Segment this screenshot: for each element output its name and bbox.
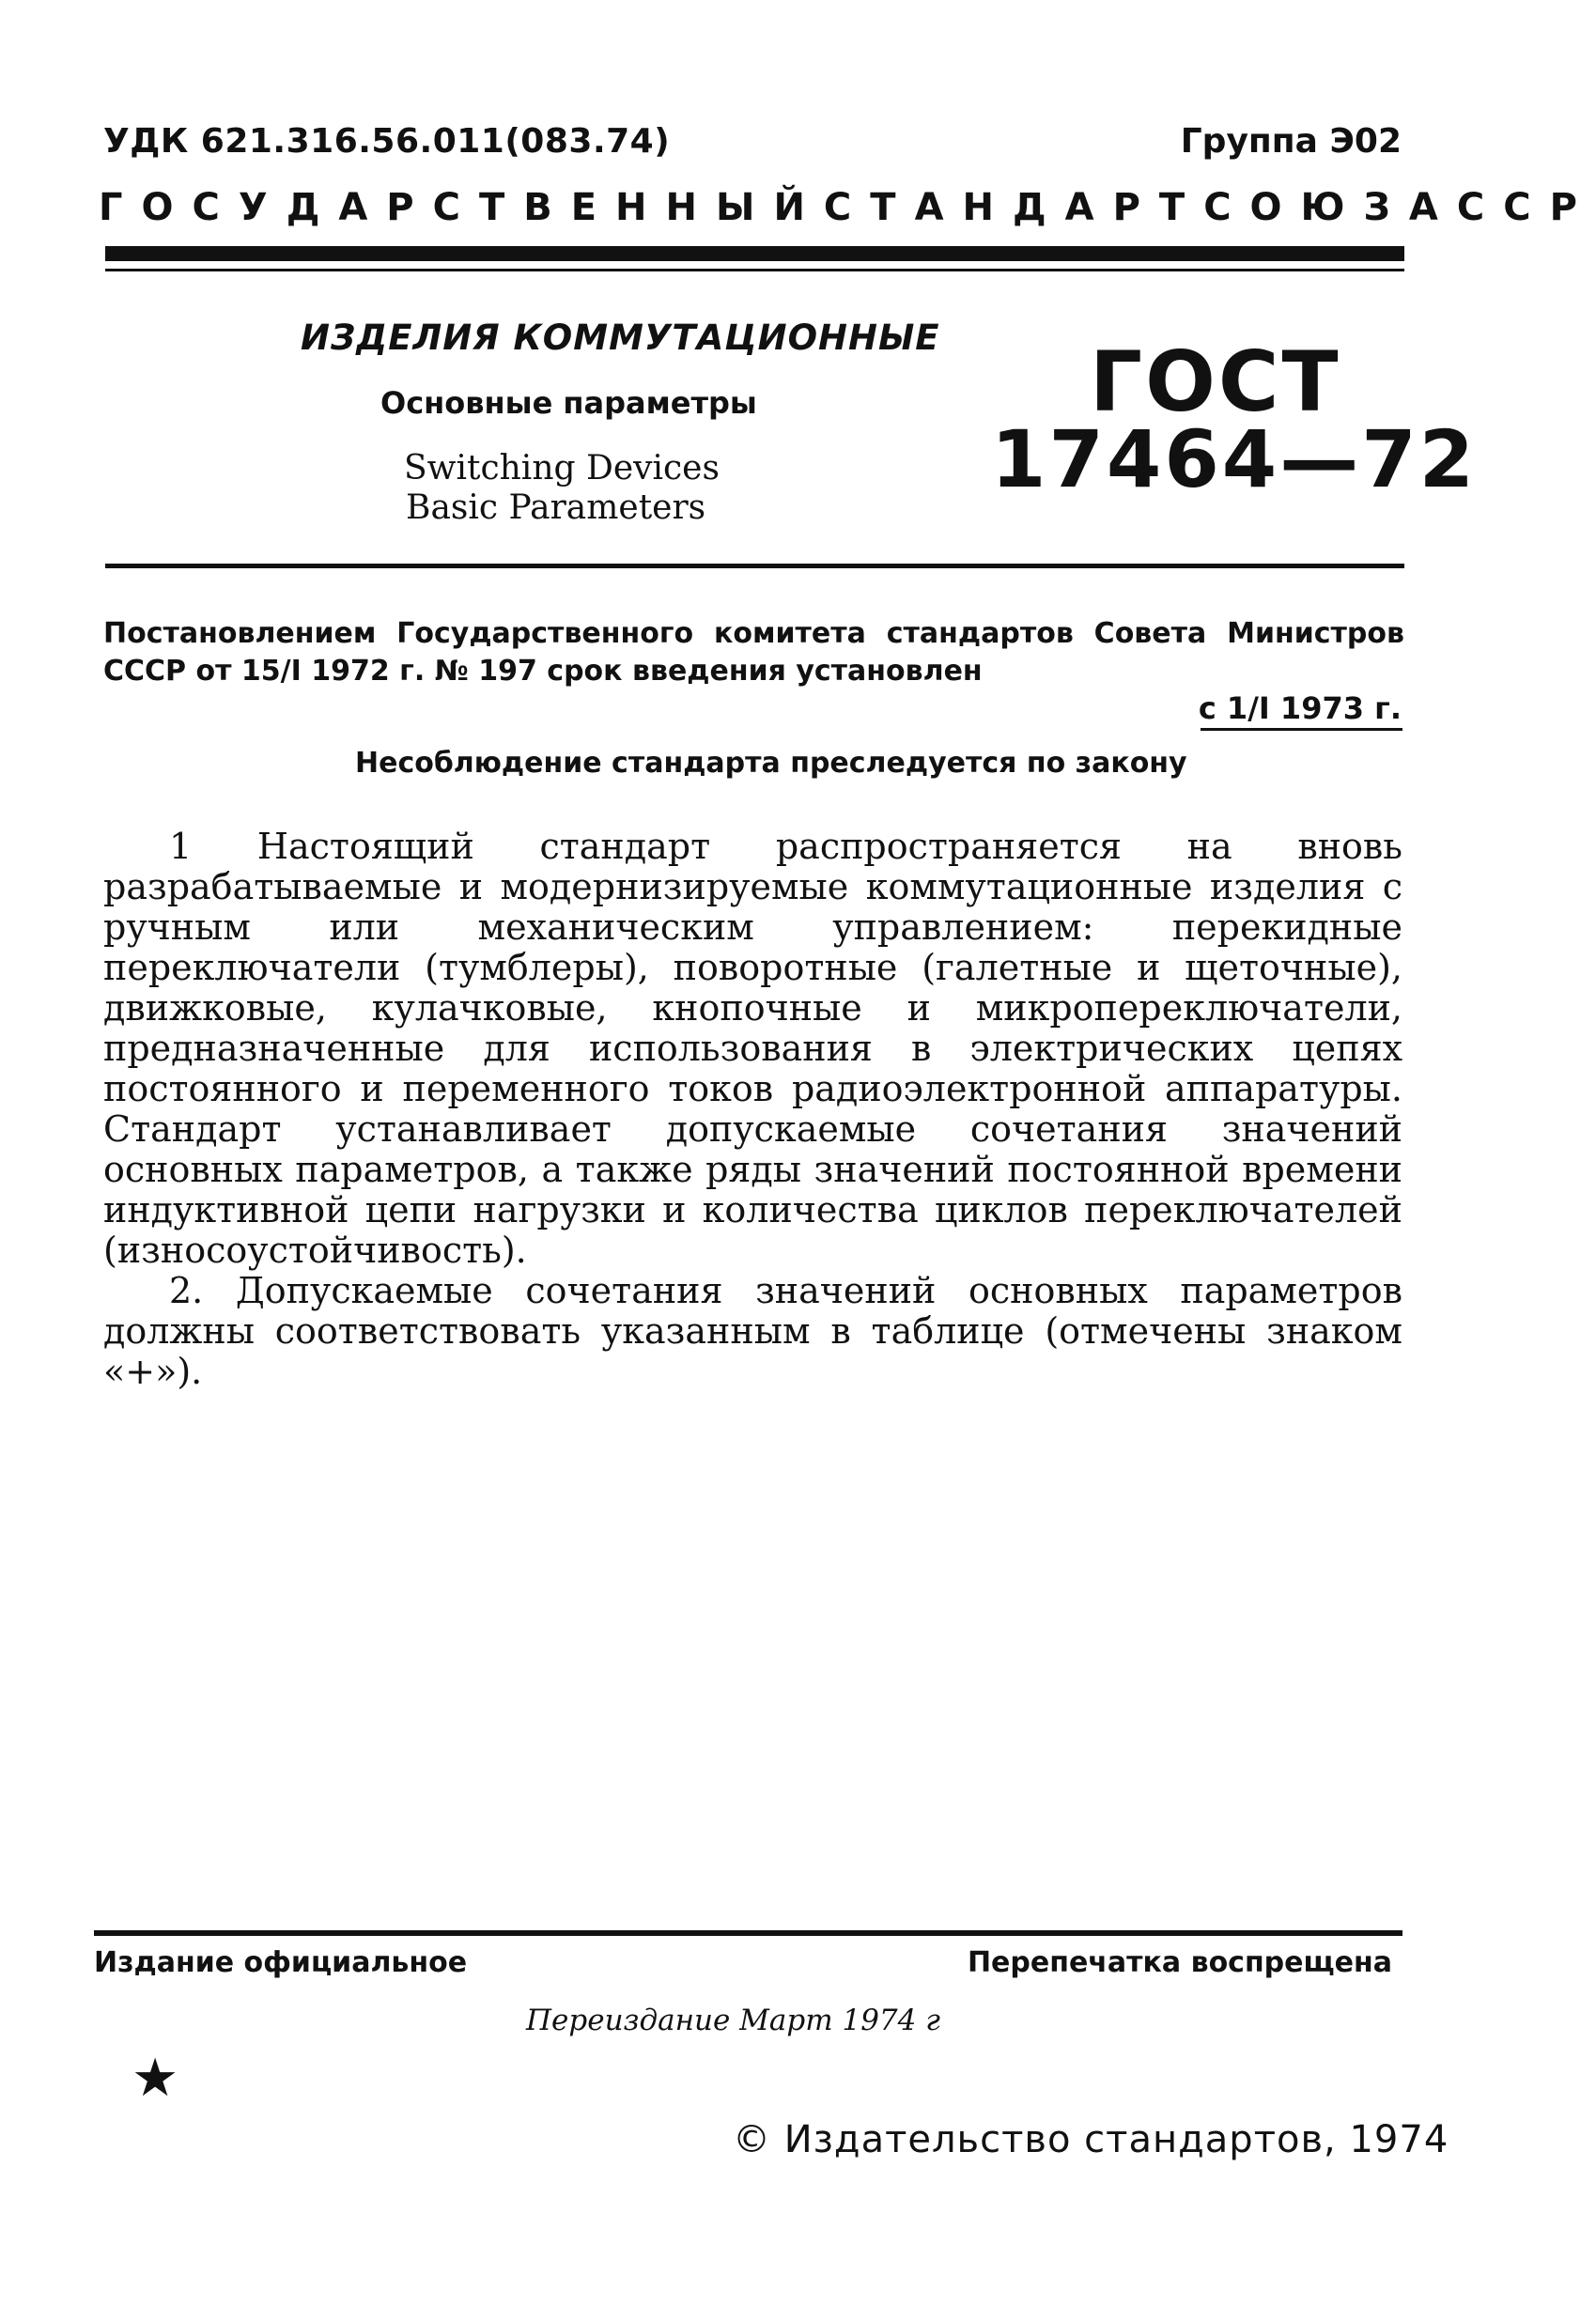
header-rule-thick xyxy=(105,246,1404,261)
title-rule xyxy=(105,564,1404,568)
document-title-ru: ИЗДЕЛИЯ КОММУТАЦИОННЫЕ xyxy=(301,317,940,358)
banner-word: ГОСУДАРСТВЕННЫЙ xyxy=(99,186,824,229)
gost-label: ГОСТ xyxy=(1090,333,1341,430)
title-en-line: Switching Devices xyxy=(404,449,720,488)
state-standard-banner xyxy=(99,186,1596,229)
footer-rule xyxy=(94,1930,1402,1936)
udk-code: УДК 621.316.56.011(083.74) xyxy=(103,122,671,161)
star-icon: ★ xyxy=(132,2048,179,2109)
effective-date: с 1/I 1973 г. xyxy=(1198,690,1402,726)
reprint-notice: Перепечатка воспрещена xyxy=(967,1946,1392,1979)
penalty-notice: Несоблюдение стандарта преследуется по закону xyxy=(355,747,1187,780)
edition-label: Издание официальное xyxy=(94,1946,468,1979)
group-code: Группа Э02 xyxy=(1180,122,1402,161)
reissue-note: Переиздание Март 1974 г xyxy=(526,2004,940,2037)
banner-word: СОЮЗА xyxy=(1203,186,1457,229)
title-en-line: Basic Parameters xyxy=(406,488,706,527)
document-title-en xyxy=(404,449,720,528)
paragraph-1: 1 Настоящий стандарт распространяется на вновь разрабатываемые и модернизируемые коммутационные изделия с ручным или механическим управлением: перекидные переключатели (тумблеры), поворотные (галетные и щеточные), движковые, кулачковые, кнопочные и микропереключатели, предназначенные для использования в электрических цепях постоянного и переменного токов радиоэлектронной аппаратуры. Стандарт устанавливает допускаемые сочетания значений основных параметров, а также ряды значений постоянной времени индуктивной цепи нагрузки и количества циклов переключателей (износоустойчивость). xyxy=(103,826,1402,1271)
paragraph-2: 2. Допускаемые сочетания значений основных параметров должны соответствовать указанным в таблице (отмечены знаком «+»). xyxy=(103,1270,1402,1392)
gost-number: 17464—72 xyxy=(991,413,1478,505)
body-text xyxy=(103,827,1402,1392)
effective-date-underline xyxy=(1201,728,1402,731)
header-rule-thin xyxy=(105,269,1404,271)
banner-word: ССР xyxy=(1456,186,1596,229)
copyright-notice: © Издательство стандартов, 1974 xyxy=(733,2118,1449,2161)
banner-word: СТАНДАРТ xyxy=(823,186,1204,229)
decree-text: Постановлением Государственного комитета стандартов Совета Министров СССР от 15/I 1972 г. № 197 срок введения установлен xyxy=(103,617,1404,688)
document-subtitle-ru: Основные параметры xyxy=(380,385,757,421)
